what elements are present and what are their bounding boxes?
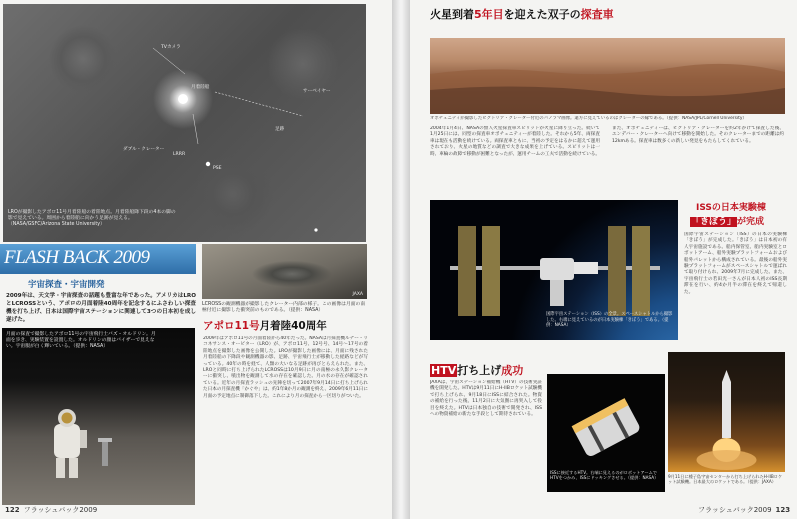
right-running-title: フラッシュバック2009 (698, 506, 772, 514)
moon-landing-site-photo (3, 4, 366, 242)
mars-heading-rest: 火星到着 (430, 8, 474, 21)
iss-photo (430, 200, 678, 340)
page-gutter (392, 0, 410, 519)
apollo-heading-rest: 月着陸40周年 (259, 320, 327, 332)
right-page-number: 123 (775, 506, 791, 514)
right-footer (698, 505, 790, 515)
apollo-body-text: 2009年はアポロ11号の月面着陸から40年だった。NASAは月探査機ルナー・リコネサンス・オービター（LRO）が、アポロ11号、12号号、14号〜17号の着陸地点を撮影した画像を公開した。LROが撮影した画像には、月面に残された月着陸船の下降段や観測機器の影、足跡、宇宙飛行士が移動した経路などが写っている。40年の時を経て、人類の大いなる足跡が再びとらえられた。また、LROと同時に打ち上げられたLCROSSは10月9日に月の南極の永久影クレーターに衝突し、噴出物を観測して水の存在を確認した。月の水の存在が確認されている。近年の月探査ラッシュの先陣を切って2007年9月14日に打ち上げられた日本の月探査機「かぐや」は、約1年8か月の観測を終え、2009年6月11日に月面の予定地点に制御落下した。これにより月の探査から一区切りがついた。 (203, 336, 368, 399)
htv-photo-caption: ISSに接近するHTV。右端に見えるのがロボットアームでHTVをつかみ、ISSにドッキングさせる。（提供：NASA） (550, 470, 659, 481)
rocket-launch-photo (668, 352, 785, 472)
mars-heading-mid: を迎えた双子の (503, 8, 581, 21)
kibo-heading-accent: 「きぼう」 (691, 217, 737, 227)
label-footprints: 足跡 (275, 127, 285, 132)
rocket-figure (668, 352, 785, 472)
htv-heading (430, 362, 523, 378)
kibo-heading-line1: ISSの日本実験棟 (696, 203, 766, 213)
section-subtitle: 宇宙探査・宇宙開発 (28, 280, 105, 290)
label-lrrr: LRRR (173, 152, 186, 157)
crater-photo (202, 244, 367, 299)
htv-docking-photo (547, 374, 665, 492)
mars-panorama-caption: オポチュニティが撮影したビクトリア・クレーター付近のパノラマ画像。遠方に見えているのはクレーターの縁である。（提供：NASA/JPL/Cornell University） (430, 116, 747, 121)
mars-body-col1: 2004年1月4日、NASAの無人火星探査車スピリットが火星に降り立った。続いて1月25日には、同型の探査車オポチュニティーが着陸した。それから5年、両探査車は現在も活動を続けている。両探査車ともに、当初の予定をはるかに超えて運用されており、火星の地質などの調査で大きな成果を上げている。スピリットは一時、車輪の故障で移動が困難となったが、運用チームの工夫で活動を続けている。 (430, 126, 600, 157)
mars-terrain (430, 38, 785, 114)
rocket-photo-caption: 9月11日に種子島宇宙センターから打ち上げられたH-IIBロケット試験機。日本最大のロケットである。（提供：JAXA） (668, 474, 783, 485)
htv-heading-accent2: 成功 (501, 364, 524, 377)
astronaut-figure (2, 328, 195, 505)
left-page-number: 122 (5, 506, 20, 514)
kibo-heading-line2 (690, 214, 764, 227)
label-tv-camera: TVカメラ (161, 45, 181, 50)
section-title: FLASH BACK 2009 (4, 247, 150, 268)
crater-photo-caption: LCROSSの観測機器が撮影したクレーター内部の様子。この画像は月面の南極付近に撮影した衝突前のものである。（提供：NASA） (202, 302, 366, 314)
astronaut-photo (2, 328, 195, 505)
htv-heading-accent: HTV (431, 364, 457, 377)
label-double-crater: ダブル・クレーター (123, 147, 165, 152)
left-footer (5, 505, 97, 515)
label-surveyor: サーベイヤー (303, 89, 331, 94)
mars-heading-accent: 5年目 (474, 8, 504, 21)
moon-landing-overlay (3, 4, 366, 242)
mars-body-col2: また、オポチュニティーは、ビクトリア・クレーターを約2年かけて探査した後、エンデバー・クレーターへ向けて移動を開始した。そのクレーターまでの距離は約12kmある。探査車は数多くの新しい発見をもたらしてくれている。 (612, 126, 784, 144)
left-running-title: フラッシュバック2009 (23, 506, 98, 514)
mars-heading-accent2: 探査車 (580, 8, 614, 21)
htv-heading-mid: 打ち上げ (457, 364, 502, 377)
kibo-body-text: 国際宇宙ステーション（ISS）の日本の実験棟「きぼう」が完成した。「きぼう」は日本初の有人宇宙施設である。船内保管室、船内実験室とロボットアーム、船外実験プラットフォームおよび船外パレットから構成されている。最後の船外実験プラットフォームがスペースシャトルで運ばれて取り付けられ、2009年7月に完成した。また、宇宙飛行士の若田光一さんが日本人初のISS長期滞在を行い、約4か月半の滞在を終えて帰還した。 (684, 232, 787, 295)
kibo-heading-tail: が完成 (737, 217, 765, 227)
moon-photo-caption: LROが撮影したアポロ11号月着陸船の着陸地点。月着陸船降下段の4本の脚の影で見えている。周囲から着陸船に向かう足跡が見える。（NASA/GSFC/Arizona State University） (8, 210, 176, 228)
label-lunar-module: 月着陸船 (191, 85, 210, 90)
label-pse: PSE (213, 166, 222, 171)
mars-heading (430, 6, 614, 22)
section-lead: 2009年は、天文学・宇宙探査の話題も豊富な年であった。アメリカはLROとLCROSSという、アポロの月面着陸40周年を記念するにふさわしい探査機を打ち上げ、日本は国際宇宙ステーションに関連して3つの日本初を成し遂げた。 (6, 293, 196, 323)
mars-panorama-photo (430, 38, 785, 114)
iss-photo-caption: 国際宇宙ステーション（ISS）の全景。スペースシャトルから撮影した。右端に見えているのが日本実験棟「きぼう」である。（提供：NASA） (546, 312, 673, 329)
crater-photo-credit: JAXA (352, 292, 363, 297)
htv-body-text: JAXAは、宇宙ステーション補給機（HTV）の技術実証機を開発した。HTVは9月11日にH-IIBロケット試験機で打ち上げられ、9月18日にISSに結合された。物資の補給を行った後、11月2日に大気圏に再突入して役目を終えた。HTVは日本独自の技術で開発され、ISSへの物資補給の新たな手段として期待されている。 (430, 380, 542, 418)
apollo-heading-accent: アポロ11号 (203, 320, 260, 332)
apollo-heading (203, 318, 327, 333)
astronaut-photo-caption: 月面の探査で撮影したアポロ11号の宇宙飛行士バズ・オルドリン。月面を歩き、実験装置を設置した。オルドリンの顔はバイザーで見えない。宇宙服が白く輝いている。（提供：NASA） (6, 332, 156, 350)
